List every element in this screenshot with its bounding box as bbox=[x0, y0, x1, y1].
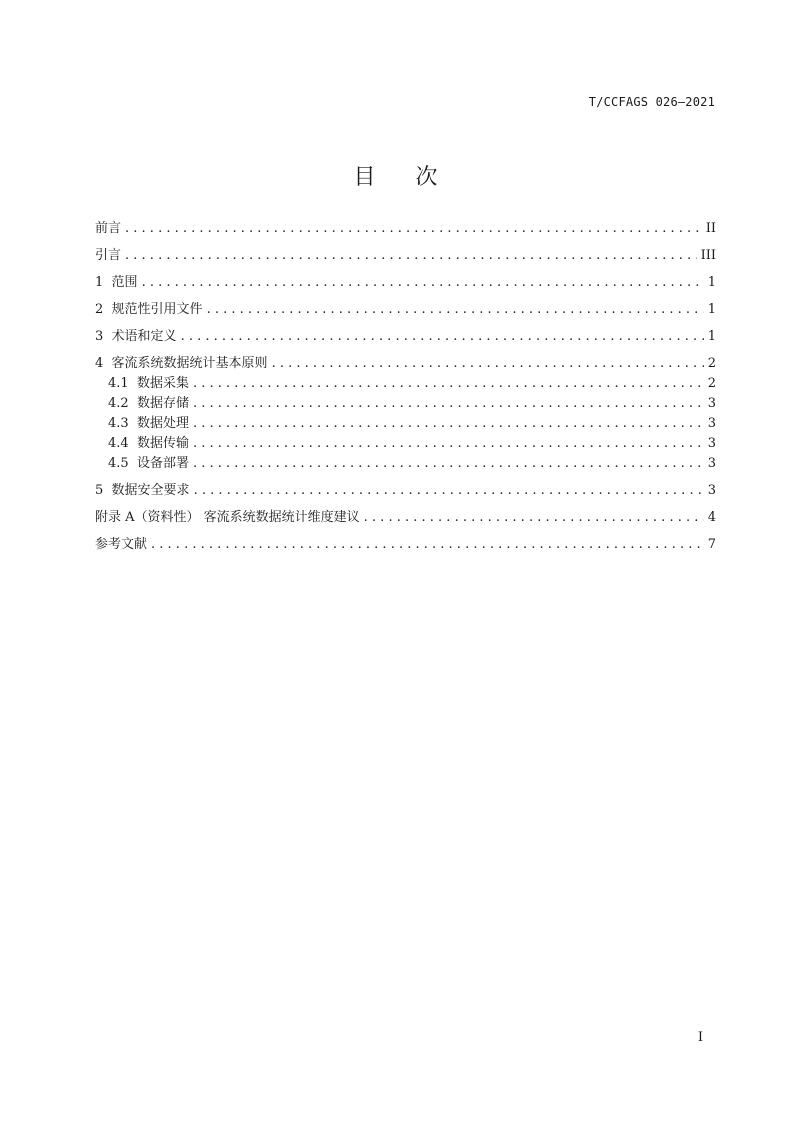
dot-leader bbox=[193, 375, 704, 393]
dot-leader bbox=[193, 455, 704, 473]
toc-entry-data-security[interactable]: 5 数据安全要求 . . . 3 bbox=[95, 482, 716, 500]
dot-leader bbox=[207, 301, 704, 319]
dot-leader bbox=[125, 220, 702, 238]
toc-entry-label: 数据处理 bbox=[136, 416, 189, 431]
page-number: I bbox=[697, 1030, 703, 1045]
toc-entry-data-processing[interactable]: 4.3 数据处理 . . . 3 bbox=[108, 415, 716, 433]
toc-entry-data-transmission[interactable]: 4.4 数据传输 . . . 3 bbox=[108, 435, 716, 453]
toc-entry-appendix-a[interactable] bbox=[95, 509, 716, 527]
toc-entry-page: 2 bbox=[707, 356, 716, 371]
toc-entry-page: 3 bbox=[707, 436, 716, 451]
toc-entry-label: 范围 bbox=[111, 275, 138, 290]
dot-leader bbox=[193, 435, 704, 453]
dot-leader bbox=[125, 247, 697, 265]
toc-entry-label: 设备部署 bbox=[136, 456, 189, 471]
dot-leader bbox=[151, 536, 704, 554]
toc-entry-page: 3 bbox=[707, 456, 716, 471]
toc-entry-device-deployment[interactable]: 4.5 设备部署 . . . 3 bbox=[108, 455, 716, 473]
toc-entry-label: 数据传输 bbox=[136, 436, 189, 451]
document-code: T/CCFAGS 026—2021 bbox=[588, 95, 715, 109]
toc-entry-label: 客流系统数据统计基本原则 bbox=[111, 356, 268, 371]
toc-title-char-2: 次 bbox=[415, 165, 440, 190]
toc-entry-page: 2 bbox=[707, 376, 716, 391]
dot-leader bbox=[364, 509, 704, 527]
toc-entry-label: 术语和定义 bbox=[111, 329, 177, 344]
toc-entry-bibliography[interactable] bbox=[95, 536, 716, 554]
toc-entry-label: 参考文献 bbox=[95, 537, 148, 552]
toc-entry-page: 7 bbox=[707, 537, 716, 552]
toc-entry-label: 规范性引用文件 bbox=[111, 302, 203, 317]
toc-entry-page: 1 bbox=[707, 275, 716, 290]
toc-entry-page: 1 bbox=[707, 329, 716, 344]
toc-entry-foreword[interactable] bbox=[95, 220, 716, 238]
dot-leader bbox=[193, 415, 704, 433]
toc-entry-label: 附录 A（资料性） 客流系统数据统计维度建议 bbox=[95, 510, 360, 525]
toc-entry-label: 数据采集 bbox=[136, 376, 189, 391]
toc-entry-page: 3 bbox=[707, 416, 716, 431]
toc-entry-page: II bbox=[705, 221, 716, 236]
toc-entry-label: 引言 bbox=[95, 248, 122, 263]
toc-entry-label: 数据存储 bbox=[136, 396, 189, 411]
toc-entry-page: III bbox=[700, 248, 716, 263]
dot-leader bbox=[142, 274, 704, 292]
toc-entry-label: 前言 bbox=[95, 221, 122, 236]
toc-entry-page: 1 bbox=[707, 302, 716, 317]
toc-entry-label: 数据安全要求 bbox=[111, 483, 190, 498]
table-of-contents bbox=[95, 0, 716, 1122]
toc-entry-terms-definitions[interactable]: 3 术语和定义 . . . 1 bbox=[95, 328, 716, 346]
toc-entry-page: 3 bbox=[707, 396, 716, 411]
toc-entry-page: 3 bbox=[707, 483, 716, 498]
dot-leader bbox=[181, 328, 704, 346]
dot-leader bbox=[193, 395, 704, 413]
toc-entry-data-storage[interactable]: 4.2 数据存储 . . . 3 bbox=[108, 395, 716, 413]
toc-title-char-1: 目 bbox=[353, 165, 378, 190]
toc-entry-page: 4 bbox=[707, 510, 716, 525]
dot-leader bbox=[272, 355, 704, 373]
toc-entry-normative-references[interactable]: 2 规范性引用文件 . . . 1 bbox=[95, 301, 716, 319]
dot-leader bbox=[194, 482, 704, 500]
toc-entry-scope[interactable]: 1 范围 . . . 1 bbox=[95, 274, 716, 292]
toc-entry-basic-principles[interactable]: 4 客流系统数据统计基本原则 . . . 2 bbox=[95, 355, 716, 373]
toc-entry-data-collection[interactable]: 4.1 数据采集 . . . 2 bbox=[108, 375, 716, 393]
toc-entry-introduction[interactable] bbox=[95, 247, 716, 265]
